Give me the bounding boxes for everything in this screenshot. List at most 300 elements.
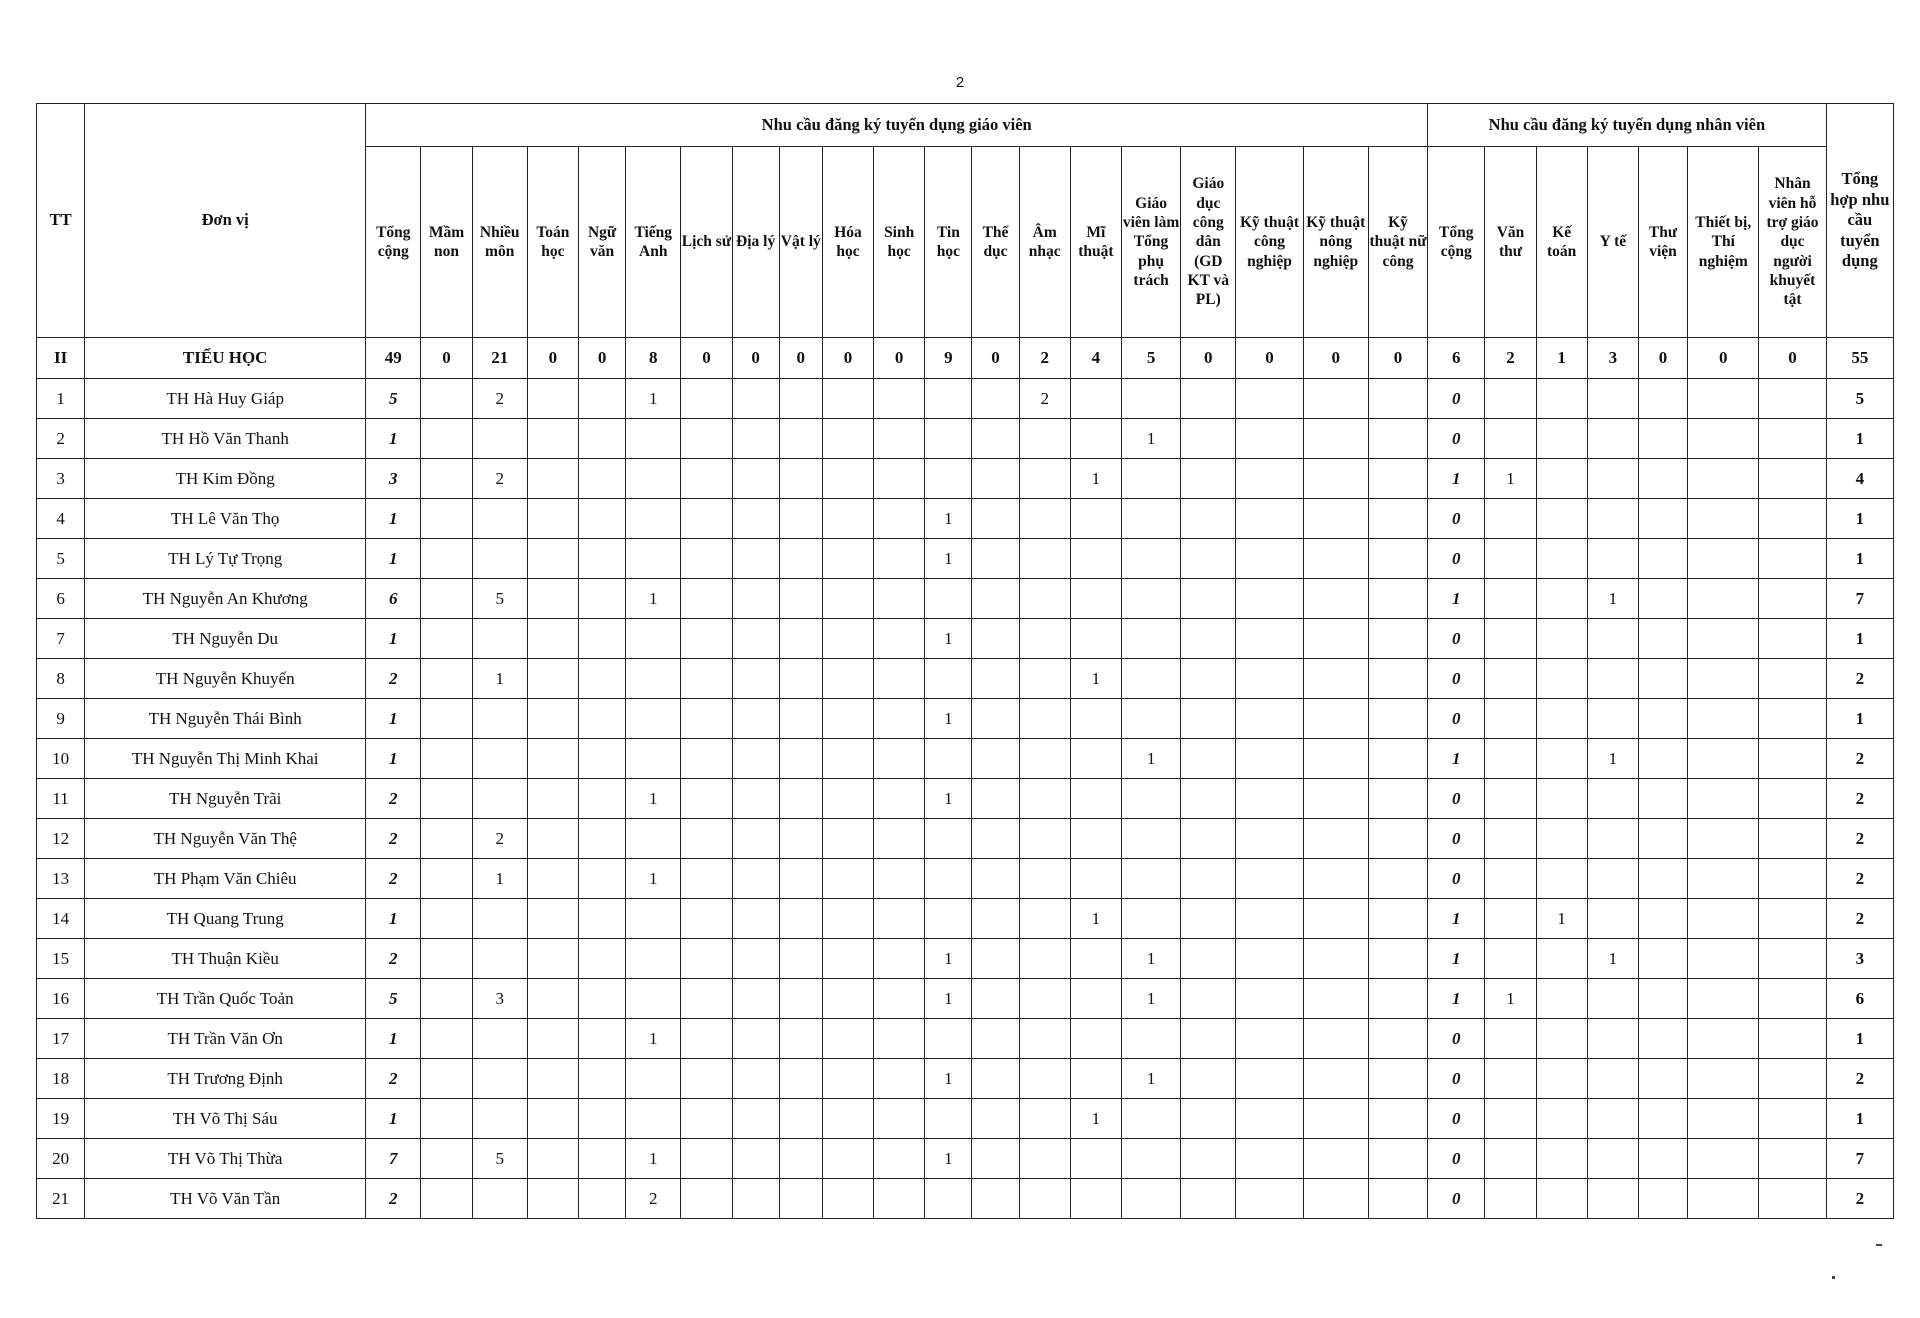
staff-cell (1536, 419, 1587, 459)
staff-cell (1536, 779, 1587, 819)
staff-cell (1587, 1059, 1638, 1099)
teacher-cell (1070, 379, 1121, 419)
staff-cell (1759, 539, 1826, 579)
row-unit: TH Võ Thị Sáu (85, 1099, 366, 1139)
teacher-cell (626, 619, 681, 659)
grand-total-cell: 1 (1826, 419, 1893, 459)
teacher-cell (1121, 459, 1180, 499)
col-tt: TT (37, 104, 85, 338)
teacher-cell (972, 1099, 1019, 1139)
table-row (37, 979, 1894, 1019)
teacher-cell (874, 779, 925, 819)
teacher-cell (1070, 1059, 1121, 1099)
teacher-cell (972, 899, 1019, 939)
staff-cell (1688, 979, 1759, 1019)
teacher-cell (874, 1059, 925, 1099)
teacher-cell (874, 459, 925, 499)
teacher-cell (1121, 499, 1180, 539)
staff-cell: 3 (1587, 338, 1638, 379)
teacher-cell (527, 499, 578, 539)
teacher-cell (1121, 699, 1180, 739)
staff-cell (1688, 539, 1759, 579)
teacher-cell (578, 379, 625, 419)
teacher-cell (681, 579, 732, 619)
teacher-cell (472, 699, 527, 739)
staff-cell (1485, 1139, 1536, 1179)
teacher-cell (681, 659, 732, 699)
teacher-cell (626, 539, 681, 579)
teacher-cell (1303, 979, 1368, 1019)
staff-cell (1638, 539, 1687, 579)
teacher-cell: 0 (779, 338, 822, 379)
teacher-cell (732, 1139, 779, 1179)
teacher-cell (1303, 859, 1368, 899)
teacher-cell (1019, 419, 1070, 459)
teacher-cell (779, 579, 822, 619)
teacher-cell (1303, 579, 1368, 619)
staff-cell (1638, 499, 1687, 539)
teacher-cell (972, 1019, 1019, 1059)
staff-cell (1485, 859, 1536, 899)
teacher-cell (925, 859, 972, 899)
teacher-cell (779, 1099, 822, 1139)
grand-total-cell: 1 (1826, 499, 1893, 539)
teacher-cell (822, 459, 873, 499)
staff-cell (1688, 379, 1759, 419)
staff-cell (1688, 1099, 1759, 1139)
teacher-cell (626, 459, 681, 499)
staff-cell (1759, 659, 1826, 699)
teacher-cell (1303, 1179, 1368, 1219)
teacher-cell (421, 779, 472, 819)
staff-cell (1485, 659, 1536, 699)
teacher-cell (972, 1179, 1019, 1219)
staff-cell (1587, 379, 1638, 419)
staff-cell (1688, 1139, 1759, 1179)
col-staff-2: Kế toán (1536, 147, 1587, 338)
teacher-cell (822, 979, 873, 1019)
teacher-cell (1368, 819, 1427, 859)
teacher-cell (1303, 779, 1368, 819)
staff-cell: 0 (1428, 539, 1485, 579)
grand-total-cell: 1 (1826, 619, 1893, 659)
row-tt: 15 (37, 939, 85, 979)
teacher-cell (472, 419, 527, 459)
staff-cell (1536, 1019, 1587, 1059)
staff-cell (1536, 1139, 1587, 1179)
teacher-cell (972, 499, 1019, 539)
teacher-cell (732, 619, 779, 659)
grand-total-cell: 7 (1826, 1139, 1893, 1179)
teacher-cell (1368, 939, 1427, 979)
teacher-cell (527, 739, 578, 779)
teacher-cell (972, 979, 1019, 1019)
row-unit: TH Hà Huy Giáp (85, 379, 366, 419)
teacher-cell (1368, 539, 1427, 579)
teacher-cell (681, 699, 732, 739)
staff-cell: 0 (1428, 1099, 1485, 1139)
staff-cell (1587, 619, 1638, 659)
teacher-cell: 1 (366, 1099, 421, 1139)
teacher-cell: 1 (1070, 659, 1121, 699)
table-row (37, 819, 1894, 859)
staff-cell (1688, 1019, 1759, 1059)
teacher-cell (1236, 459, 1303, 499)
teacher-cell (779, 1019, 822, 1059)
staff-cell (1536, 939, 1587, 979)
teacher-cell (972, 739, 1019, 779)
teacher-cell (972, 379, 1019, 419)
teacher-cell: 1 (366, 1019, 421, 1059)
col-teacher-15: Giáo viên làm Tổng phụ trách (1121, 147, 1180, 338)
table-row (37, 419, 1894, 459)
teacher-cell (578, 899, 625, 939)
teacher-cell (779, 1059, 822, 1099)
row-tt: 7 (37, 619, 85, 659)
staff-cell (1688, 619, 1759, 659)
teacher-cell (1181, 419, 1236, 459)
row-tt: 5 (37, 539, 85, 579)
staff-cell: 0 (1638, 338, 1687, 379)
row-unit: TH Nguyễn Trãi (85, 779, 366, 819)
teacher-cell (874, 659, 925, 699)
teacher-cell (732, 1019, 779, 1059)
staff-cell (1536, 819, 1587, 859)
table-row (37, 859, 1894, 899)
teacher-cell (779, 1139, 822, 1179)
teacher-cell: 1 (626, 859, 681, 899)
teacher-cell (779, 979, 822, 1019)
staff-cell (1759, 779, 1826, 819)
teacher-cell: 2 (472, 379, 527, 419)
staff-cell (1587, 499, 1638, 539)
teacher-cell (527, 859, 578, 899)
teacher-cell: 1 (925, 979, 972, 1019)
staff-cell (1759, 859, 1826, 899)
teacher-cell: 0 (1236, 338, 1303, 379)
teacher-cell (1121, 659, 1180, 699)
teacher-cell (578, 779, 625, 819)
teacher-cell (681, 1099, 732, 1139)
staff-cell (1688, 499, 1759, 539)
teacher-cell (1181, 459, 1236, 499)
teacher-cell (732, 779, 779, 819)
staff-cell (1485, 379, 1536, 419)
staff-cell: 0 (1428, 819, 1485, 859)
staff-cell: 1 (1428, 579, 1485, 619)
teacher-cell (421, 579, 472, 619)
col-teacher-3: Toán học (527, 147, 578, 338)
teacher-cell (822, 419, 873, 459)
staff-cell (1638, 979, 1687, 1019)
staff-cell (1587, 819, 1638, 859)
staff-cell (1688, 419, 1759, 459)
teacher-cell (578, 979, 625, 1019)
table-row (37, 459, 1894, 499)
teacher-cell: 49 (366, 338, 421, 379)
staff-cell (1638, 779, 1687, 819)
teacher-cell (1019, 1179, 1070, 1219)
teacher-cell (472, 1019, 527, 1059)
teacher-cell (1070, 539, 1121, 579)
teacher-cell (1236, 1099, 1303, 1139)
teacher-cell (578, 499, 625, 539)
staff-cell (1536, 659, 1587, 699)
table-row (37, 499, 1894, 539)
grand-total-cell: 1 (1826, 1019, 1893, 1059)
staff-cell (1638, 459, 1687, 499)
teacher-cell (1181, 739, 1236, 779)
teacher-cell (1303, 1019, 1368, 1059)
staff-cell: 0 (1428, 1179, 1485, 1219)
staff-cell (1759, 1019, 1826, 1059)
col-teacher-7: Địa lý (732, 147, 779, 338)
teacher-cell: 0 (578, 338, 625, 379)
teacher-cell: 5 (472, 1139, 527, 1179)
row-unit: TH Nguyễn An Khương (85, 579, 366, 619)
teacher-cell (1303, 499, 1368, 539)
row-tt: 20 (37, 1139, 85, 1179)
staff-cell (1638, 939, 1687, 979)
row-tt: 21 (37, 1179, 85, 1219)
staff-cell (1536, 979, 1587, 1019)
teacher-cell (822, 659, 873, 699)
grand-total-cell: 2 (1826, 739, 1893, 779)
teacher-cell (421, 619, 472, 659)
teacher-cell (1019, 819, 1070, 859)
teacher-cell (732, 419, 779, 459)
col-teacher-11: Tin học (925, 147, 972, 338)
teacher-cell (1303, 739, 1368, 779)
teacher-cell: 1 (366, 899, 421, 939)
teacher-cell: 21 (472, 338, 527, 379)
teacher-cell (527, 1099, 578, 1139)
grand-total-cell: 5 (1826, 379, 1893, 419)
staff-cell (1587, 1099, 1638, 1139)
table-row (37, 619, 1894, 659)
teacher-cell (1368, 499, 1427, 539)
staff-cell (1638, 579, 1687, 619)
grand-total-cell: 2 (1826, 819, 1893, 859)
teacher-cell (822, 539, 873, 579)
table-row (37, 899, 1894, 939)
teacher-cell (472, 619, 527, 659)
staff-cell: 1 (1485, 459, 1536, 499)
teacher-cell (1121, 1019, 1180, 1059)
row-tt: 1 (37, 379, 85, 419)
row-unit: TH Nguyễn Văn Thệ (85, 819, 366, 859)
teacher-cell: 8 (626, 338, 681, 379)
teacher-cell (578, 579, 625, 619)
teacher-cell (1236, 979, 1303, 1019)
teacher-cell: 1 (366, 699, 421, 739)
teacher-cell (681, 859, 732, 899)
teacher-cell (578, 859, 625, 899)
row-tt: 13 (37, 859, 85, 899)
table-row (37, 1139, 1894, 1179)
teacher-cell: 1 (925, 939, 972, 979)
teacher-cell (626, 1059, 681, 1099)
staff-cell (1759, 739, 1826, 779)
staff-cell (1485, 1059, 1536, 1099)
staff-cell (1536, 859, 1587, 899)
teacher-cell: 1 (626, 779, 681, 819)
teacher-cell: 2 (366, 659, 421, 699)
teacher-cell (421, 1059, 472, 1099)
staff-cell (1638, 859, 1687, 899)
scan-mark (1832, 1276, 1835, 1279)
teacher-cell: 5 (472, 579, 527, 619)
row-tt: 8 (37, 659, 85, 699)
row-tt: 6 (37, 579, 85, 619)
table-row (37, 1099, 1894, 1139)
teacher-cell (972, 659, 1019, 699)
teacher-cell (421, 419, 472, 459)
staff-cell (1759, 899, 1826, 939)
staff-cell: 0 (1428, 619, 1485, 659)
teacher-cell (1181, 899, 1236, 939)
teacher-cell (578, 1139, 625, 1179)
teacher-cell (1303, 1139, 1368, 1179)
teacher-cell (822, 1139, 873, 1179)
col-staff-1: Văn thư (1485, 147, 1536, 338)
teacher-cell (1121, 779, 1180, 819)
row-tt: 2 (37, 419, 85, 459)
teacher-cell (779, 1179, 822, 1219)
staff-cell (1638, 1179, 1687, 1219)
staff-cell (1587, 459, 1638, 499)
teacher-cell (421, 699, 472, 739)
col-staff-4: Thư viện (1638, 147, 1687, 338)
row-unit: TIỂU HỌC (85, 338, 366, 379)
teacher-cell (822, 379, 873, 419)
teacher-cell (1121, 619, 1180, 659)
teacher-cell (822, 1019, 873, 1059)
teacher-cell (1121, 579, 1180, 619)
grand-total-cell: 2 (1826, 779, 1893, 819)
teacher-cell (925, 419, 972, 459)
col-unit: Đơn vị (85, 104, 366, 338)
row-unit: TH Phạm Văn Chiêu (85, 859, 366, 899)
teacher-cell: 2 (366, 779, 421, 819)
teacher-cell (1368, 1139, 1427, 1179)
teacher-cell (972, 579, 1019, 619)
teacher-cell (732, 459, 779, 499)
teacher-cell (681, 619, 732, 659)
table-row (37, 579, 1894, 619)
staff-cell (1638, 379, 1687, 419)
teacher-cell (874, 739, 925, 779)
staff-cell (1759, 379, 1826, 419)
teacher-cell (732, 659, 779, 699)
row-unit: TH Trần Quốc Toản (85, 979, 366, 1019)
col-teacher-9: Hóa học (822, 147, 873, 338)
teacher-cell (972, 1139, 1019, 1179)
staff-cell (1688, 859, 1759, 899)
row-tt: 14 (37, 899, 85, 939)
teacher-cell (779, 379, 822, 419)
teacher-cell (421, 939, 472, 979)
teacher-cell (822, 1179, 873, 1219)
teacher-cell (732, 1099, 779, 1139)
staff-cell: 0 (1428, 779, 1485, 819)
teacher-cell (1019, 859, 1070, 899)
teacher-cell (1303, 379, 1368, 419)
teacher-cell (779, 939, 822, 979)
teacher-cell (822, 699, 873, 739)
staff-cell (1688, 819, 1759, 859)
teacher-cell (421, 979, 472, 1019)
teacher-cell (626, 499, 681, 539)
row-unit: TH Nguyễn Khuyến (85, 659, 366, 699)
staff-cell (1759, 819, 1826, 859)
staff-cell (1688, 459, 1759, 499)
teacher-cell (1181, 859, 1236, 899)
table-row (37, 1019, 1894, 1059)
staff-cell: 0 (1428, 419, 1485, 459)
grand-total-cell: 2 (1826, 659, 1893, 699)
teacher-cell (732, 699, 779, 739)
teacher-cell (1303, 939, 1368, 979)
table-row (37, 699, 1894, 739)
staff-cell (1688, 1059, 1759, 1099)
teacher-cell: 3 (366, 459, 421, 499)
teacher-cell: 0 (527, 338, 578, 379)
teacher-cell (732, 739, 779, 779)
teacher-cell (925, 1099, 972, 1139)
staff-cell: 2 (1485, 338, 1536, 379)
table-row (37, 659, 1894, 699)
row-unit: TH Nguyễn Du (85, 619, 366, 659)
grand-total-cell: 1 (1826, 699, 1893, 739)
teacher-cell (874, 579, 925, 619)
teacher-cell (1070, 619, 1121, 659)
teacher-cell (472, 779, 527, 819)
col-staff-0: Tổng cộng (1428, 147, 1485, 338)
teacher-cell (681, 819, 732, 859)
teacher-cell (472, 539, 527, 579)
teacher-cell (874, 699, 925, 739)
teacher-cell (1236, 939, 1303, 979)
grand-total-cell: 1 (1826, 1099, 1893, 1139)
staff-cell (1536, 379, 1587, 419)
teacher-cell (1019, 739, 1070, 779)
teacher-cell (1070, 779, 1121, 819)
teacher-cell (1236, 1059, 1303, 1099)
teacher-cell: 0 (1368, 338, 1427, 379)
staff-cell (1688, 579, 1759, 619)
grand-total-cell: 2 (1826, 899, 1893, 939)
staff-cell (1759, 1099, 1826, 1139)
row-unit: TH Quang Trung (85, 899, 366, 939)
teacher-cell: 1 (366, 739, 421, 779)
staff-cell (1587, 979, 1638, 1019)
teacher-cell (626, 659, 681, 699)
teacher-cell (681, 899, 732, 939)
teacher-cell: 7 (366, 1139, 421, 1179)
grand-total-cell: 6 (1826, 979, 1893, 1019)
teacher-cell: 2 (1019, 338, 1070, 379)
teacher-cell (1019, 979, 1070, 1019)
row-tt: 3 (37, 459, 85, 499)
teacher-cell (1121, 819, 1180, 859)
row-tt: 4 (37, 499, 85, 539)
teacher-cell (1368, 779, 1427, 819)
teacher-cell (1303, 539, 1368, 579)
teacher-cell (626, 419, 681, 459)
staff-cell: 1 (1587, 739, 1638, 779)
staff-cell (1485, 419, 1536, 459)
